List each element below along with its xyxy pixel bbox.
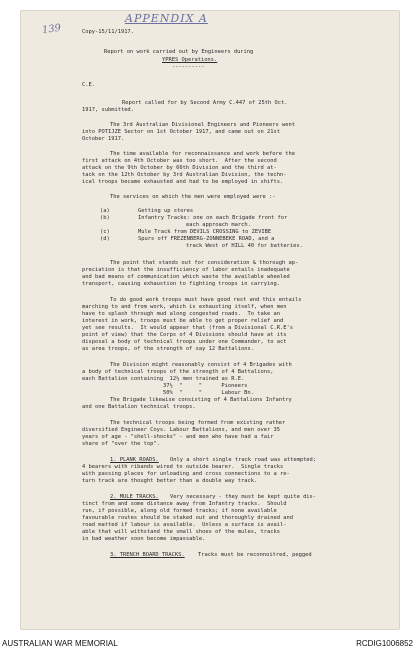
p10-line: run, if possible, along old formed tracks; if none available: [82, 508, 277, 514]
list-marker: (c): [100, 229, 110, 235]
p7-line: a body of technical troops of the strength of 4 Battalions,: [82, 369, 274, 375]
p5-line: preciation is that the insufficiency of labor entails inadequate: [82, 267, 290, 273]
p6-line: marching to and from work, which is exhausting itself, when men: [82, 304, 287, 310]
list-item: Getting up stores: [138, 208, 194, 214]
p7-line: The Brigade likewise consisting of 4 Battalions Infantry: [110, 397, 292, 403]
section-heading: 3. TRENCH BOARD TRACKS.: [110, 552, 185, 558]
list-marker: (d): [100, 236, 110, 242]
p10-line: able that will withstand the small shoes of the mules, tracks: [82, 529, 280, 535]
p9-line: turn track are thought better than a double way track.: [82, 478, 258, 484]
list-item: each approach march.: [186, 222, 251, 228]
p4-line: The services on which the men were employed were :-: [110, 194, 276, 200]
p7-line: and one Battalion technical troops.: [82, 404, 196, 410]
p2-line: The 3rd Australian Divisional Engineers and Pioneers went: [110, 122, 295, 128]
p8-line: diversified Engineer Coys. Labour Battalions, and men over 35: [82, 427, 280, 433]
report-title-line2: YPRES Operations.: [162, 57, 218, 63]
p3-line: first attack on 4th October was too short. After the second: [82, 158, 277, 164]
p3-line: tack on the 12th October by 3rd Australian Division, the techn-: [82, 172, 287, 178]
copy-date: Copy-15/11/1917.: [82, 29, 134, 35]
list-marker: (a): [100, 208, 110, 214]
archive-name: AUSTRALIAN WAR MEMORIAL: [2, 639, 118, 648]
report-title-line1: Report on work carried out by Engineers during: [104, 49, 254, 55]
p10-line: road matted if labour is available. Unless a surface is avail-: [82, 522, 287, 528]
section-heading: 2. MULE TRACKS.: [110, 494, 159, 500]
p11-line: Tracks must be reconnoitred, pegged: [198, 552, 312, 558]
p1-line: 1917, submitted.: [82, 107, 134, 113]
p2-line: October 1917.: [82, 136, 125, 142]
p6-line: To do good work troops must have good rest and this entails: [110, 297, 302, 303]
section-heading: 1. PLANK ROADS.: [110, 457, 159, 463]
p6-line: as area troops, of the strength of say 12 Battalions.: [82, 346, 255, 352]
p3-line: attack on the 9th October by 66th Division and the third at-: [82, 165, 277, 171]
p1-line: Report called for by Second Army C.447 of 25th Oct.: [122, 100, 288, 106]
p6-line: interest in work, troops must be able to get proper relief and: [82, 318, 284, 324]
document-page: [20, 10, 400, 630]
handwritten-page-number: 139: [41, 22, 62, 37]
p9-line: Only a short single track road was attempted;: [170, 457, 317, 463]
p2-line: into POTIJZE Sector on 1st October 1917, and came out on 21st: [82, 129, 280, 135]
list-item: track West of HILL 40 for batteries.: [186, 243, 303, 249]
p8-line: share of "over the top".: [82, 441, 160, 447]
handwritten-appendix-label: APPENDIX A: [125, 12, 208, 25]
p5-line: transport, causing exhaustion to fighting troops in carrying.: [82, 281, 280, 287]
list-marker: (b): [100, 215, 110, 221]
p7-line: each Battalion containing 12½ men trained as R.E.: [82, 376, 245, 382]
p9-line: 4 bearers with ribands wired to outside bearer. Single tracks: [82, 464, 284, 470]
p5-line: The point that stands out for consideration & thorough ap-: [110, 260, 299, 266]
list-item: Infantry Tracks: one on each Brigade front for: [138, 215, 288, 221]
archive-footer: [0, 631, 415, 653]
p3-line: The time available for reconnaissance and work before the: [110, 151, 295, 157]
p10-line: Very necessary - they must be kept quite dis-: [170, 494, 317, 500]
p6-line: have to splash through mud along congested roads. To take an: [82, 311, 280, 317]
record-id: RCDIG1006852: [356, 639, 413, 648]
addressee: C.E.: [82, 82, 95, 88]
p8-line: The technical troops being formed from existing rather: [110, 420, 286, 426]
p8-line: years of age - "shell-shocks" - and men who have had a fair: [82, 434, 274, 440]
list-item: Mule Track from DEVILS CROSSING to ZEVIBE: [138, 229, 272, 235]
p6-line: point of view) that the Corps of 4 Divisions should have at its: [82, 332, 287, 338]
p5-line: and bad means of communication which waste the available wheeled: [82, 274, 290, 280]
p10-line: in bad weather soon become impassable.: [82, 536, 206, 542]
p10-line: tinct from and some distance away from Infantry tracks. Should: [82, 501, 287, 507]
p7-line: 37½ " " Pioneers: [163, 383, 248, 389]
title-rule: ----------: [172, 64, 205, 70]
list-item: Spurs off FREZENBERG-ZONNEBEKE ROAD, and a: [138, 236, 275, 242]
p3-line: ical troops became exhausted and had to be employed in shifts.: [82, 179, 284, 185]
p10-line: favourable routes should be staked out and thoroughly drained and: [82, 515, 293, 521]
p7-line: 50% " " Labour Bn.: [163, 390, 254, 396]
p6-line: yet see results. It would appear that (from a Divisional C.R.E's: [82, 325, 293, 331]
p6-line: disposal a body of technical troops under one Commander, to act: [82, 339, 287, 345]
p9-line: with passing places for unloading and cross connections to a re-: [82, 471, 290, 477]
p7-line: The Division might reasonably consist of 4 Brigades with: [110, 362, 292, 368]
